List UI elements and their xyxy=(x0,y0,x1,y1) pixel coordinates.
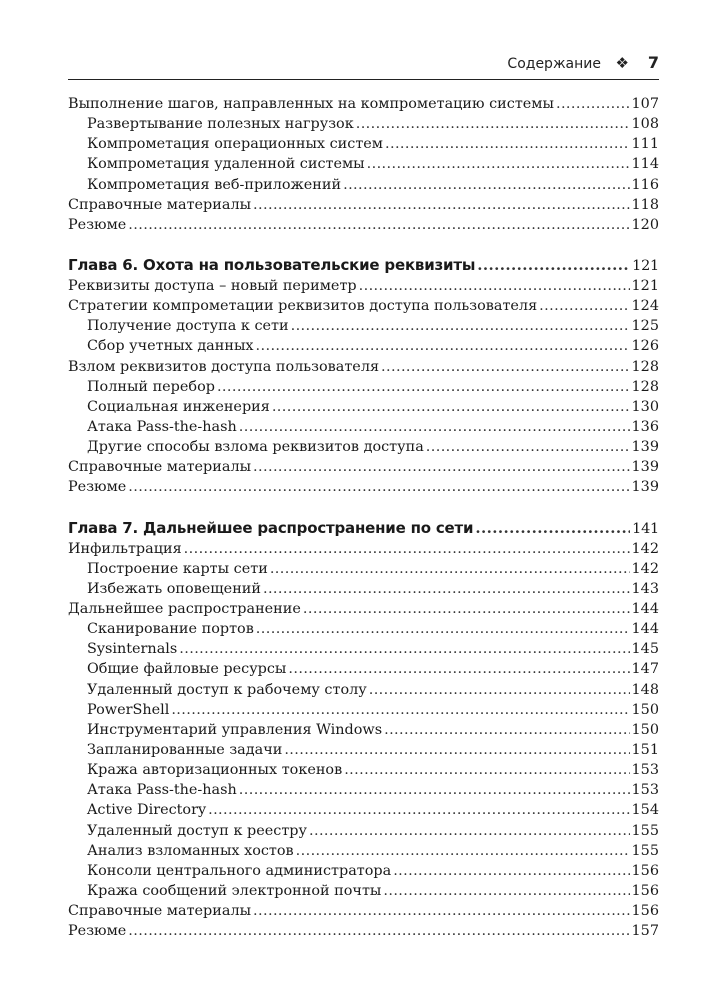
toc-page-number: 151 xyxy=(631,741,659,758)
toc-entry-title: Глава 6. Охота на пользовательские реквизиты xyxy=(68,255,476,274)
toc-page-number: 156 xyxy=(631,862,659,879)
toc-entry-title: Получение доступа к сети xyxy=(87,318,289,335)
toc-page-number: 128 xyxy=(631,378,659,395)
toc-entry-title: Компрометация операционных систем xyxy=(87,136,383,153)
toc-page-number: 121 xyxy=(632,257,659,274)
toc-entry[interactable] xyxy=(68,881,659,901)
toc-page-number: 156 xyxy=(631,882,659,899)
toc-entry-title: Резюме xyxy=(68,923,127,940)
toc-entry-title: Стратегии компрометации реквизитов доступа пользователя xyxy=(68,298,538,315)
toc-entry[interactable] xyxy=(68,680,659,700)
toc-entry-title: Резюме xyxy=(68,216,127,233)
toc-entry-title: Удаленный доступ к рабочему столу xyxy=(87,681,367,698)
toc-entry[interactable] xyxy=(68,94,659,114)
toc-entry-title: Сбор учетных данных xyxy=(87,338,254,355)
toc-page-number: 153 xyxy=(631,782,659,799)
toc-entry-title: Развертывание полезных нагрузок xyxy=(87,116,354,133)
toc-entry[interactable] xyxy=(68,114,659,134)
toc-entry-title: Компрометация удаленной системы xyxy=(87,156,365,173)
toc-entry[interactable] xyxy=(68,215,659,235)
toc-entry-title: Удаленный доступ к реестру xyxy=(87,822,307,839)
toc-entry-title: Сканирование портов xyxy=(87,621,254,638)
toc-entry-title: Социальная инженерия xyxy=(87,398,270,415)
toc-page-number: 114 xyxy=(631,156,659,173)
toc-entry[interactable] xyxy=(68,559,659,579)
toc-entry-title: Sysinternals xyxy=(87,641,178,658)
toc-entry-title: Реквизиты доступа – новый периметр xyxy=(68,277,357,294)
dot-leader xyxy=(128,477,629,497)
toc-entry[interactable] xyxy=(68,800,659,820)
toc-entry-title: Общие файловые ресурсы xyxy=(87,661,287,678)
dot-leader xyxy=(356,114,630,134)
dot-leader xyxy=(128,215,629,235)
header-rule xyxy=(68,79,659,80)
dot-leader xyxy=(263,579,630,599)
toc-entry-title: Глава 7. Дальнейшее распространение по сети xyxy=(68,518,474,537)
dot-leader xyxy=(128,921,629,941)
toc-page-number: 108 xyxy=(631,116,659,133)
toc-entry-title: Инструментарий управления Windows xyxy=(87,721,383,738)
dot-leader xyxy=(284,740,629,760)
toc-page-number: 142 xyxy=(631,560,659,577)
toc-entry-title: Полный перебор xyxy=(87,378,215,395)
toc-page-number: 118 xyxy=(631,196,659,213)
dot-leader xyxy=(217,377,630,397)
running-header xyxy=(68,52,659,80)
toc-entry[interactable] xyxy=(68,619,659,639)
toc-entry-title: Построение карты сети xyxy=(87,560,268,577)
toc-entry[interactable] xyxy=(68,296,659,316)
toc-entry[interactable] xyxy=(68,134,659,154)
toc-page-number: 120 xyxy=(631,216,659,233)
dot-leader xyxy=(369,680,630,700)
toc-entry-title: Запланированные задачи xyxy=(87,741,283,758)
toc-entry-title: Инфильтрация xyxy=(68,540,182,557)
toc-entry[interactable] xyxy=(68,901,659,921)
toc-page-number: 142 xyxy=(631,540,659,557)
toc-page-number: 145 xyxy=(631,641,659,658)
toc-entry[interactable] xyxy=(68,417,659,437)
toc-chapter-heading[interactable] xyxy=(68,254,659,276)
toc-page-number: 143 xyxy=(631,580,659,597)
toc-entry[interactable] xyxy=(68,397,659,417)
dot-leader xyxy=(253,195,629,215)
toc-entry[interactable] xyxy=(68,477,659,497)
toc-page-number: 116 xyxy=(631,176,659,193)
toc-entry-title: Справочные материалы xyxy=(68,903,252,920)
section-gap xyxy=(68,235,659,254)
dot-leader xyxy=(367,154,630,174)
toc-entry-title: Active Directory xyxy=(87,802,207,819)
toc-entry-title: Выполнение шагов, направленных на компрометацию системы xyxy=(68,96,554,112)
toc-page-number: 157 xyxy=(631,923,659,940)
toc-entry-title: Консоли центрального администратора xyxy=(87,862,392,879)
toc-entry-title: Кража сообщений электронной почты xyxy=(87,882,382,899)
toc-entry[interactable] xyxy=(68,276,659,296)
toc-page-number: 139 xyxy=(631,479,659,496)
toc-page-number: 141 xyxy=(632,520,659,537)
toc-entry[interactable] xyxy=(68,357,659,377)
dot-leader xyxy=(393,861,629,881)
toc-entry-title: Анализ взломанных хостов xyxy=(87,842,294,859)
toc-page-number: 111 xyxy=(631,136,659,153)
toc-page-number: 139 xyxy=(631,439,659,456)
toc-entry[interactable] xyxy=(68,740,659,760)
toc-entry-title: Кража авторизационных токенов xyxy=(87,762,343,779)
toc-page-number: 155 xyxy=(631,822,659,839)
toc-entry-title: PowerShell xyxy=(87,701,170,718)
dot-leader xyxy=(384,720,629,740)
section-title: Содержание xyxy=(507,56,601,72)
dot-leader xyxy=(343,175,629,195)
dot-leader xyxy=(426,437,630,457)
toc-page-number: 156 xyxy=(631,903,659,920)
toc-entry[interactable] xyxy=(68,599,659,619)
dot-leader xyxy=(303,599,630,619)
dot-leader xyxy=(272,397,630,417)
toc-entry[interactable] xyxy=(68,579,659,599)
dot-leader xyxy=(256,336,630,356)
toc-entry[interactable] xyxy=(68,154,659,174)
toc-entry[interactable] xyxy=(68,760,659,780)
toc-entry-title: Другие способы взлома реквизитов доступа xyxy=(87,439,424,456)
toc-entry-title: Компрометация веб-приложений xyxy=(87,176,342,193)
toc-entry[interactable] xyxy=(68,659,659,679)
dot-leader xyxy=(208,800,629,820)
toc-entry[interactable] xyxy=(68,921,659,941)
dot-leader xyxy=(184,539,630,559)
toc-page-number: 155 xyxy=(631,842,659,859)
toc-entry[interactable] xyxy=(68,821,659,841)
dot-leader xyxy=(477,254,630,276)
toc-page-number: 153 xyxy=(631,762,659,779)
dot-leader xyxy=(256,619,630,639)
toc-entry-title: Взлом реквизитов доступа пользователя xyxy=(68,358,380,375)
dot-leader xyxy=(239,780,630,800)
toc-page-number: 139 xyxy=(631,459,659,476)
section-gap xyxy=(68,498,659,517)
toc-entry[interactable] xyxy=(68,437,659,457)
page-number: 7 xyxy=(647,53,659,72)
toc-entry[interactable] xyxy=(68,720,659,740)
toc-page-number: 107 xyxy=(631,96,659,112)
dot-leader xyxy=(383,881,629,901)
toc-page-number: 148 xyxy=(631,681,659,698)
toc-entry-title: Избежать оповещений xyxy=(87,580,261,597)
dot-leader xyxy=(253,901,629,921)
dot-leader xyxy=(239,417,630,437)
toc-page-number: 121 xyxy=(631,277,659,294)
dot-leader xyxy=(171,700,629,720)
toc-entry[interactable] xyxy=(68,336,659,356)
table-of-contents xyxy=(68,94,659,941)
dot-leader xyxy=(385,134,630,154)
toc-page-number: 144 xyxy=(631,600,659,617)
toc-entry-title: Атака Pass-the-hash xyxy=(87,418,237,435)
toc-entry[interactable] xyxy=(68,780,659,800)
toc-page-number: 125 xyxy=(631,318,659,335)
toc-page-number: 150 xyxy=(631,721,659,738)
ornament-icon: ❖ xyxy=(615,54,629,72)
dot-leader xyxy=(475,517,630,539)
toc-page-number: 147 xyxy=(631,661,659,678)
toc-entry[interactable] xyxy=(68,861,659,881)
toc-entry[interactable] xyxy=(68,175,659,195)
toc-entry[interactable] xyxy=(68,316,659,336)
dot-leader xyxy=(344,760,629,780)
dot-leader xyxy=(381,357,629,377)
toc-entry[interactable] xyxy=(68,195,659,215)
toc-page-number: 150 xyxy=(631,701,659,718)
dot-leader xyxy=(270,559,630,579)
toc-entry[interactable] xyxy=(68,639,659,659)
dot-leader xyxy=(309,821,630,841)
toc-entry-title: Справочные материалы xyxy=(68,196,252,213)
toc-page-number: 128 xyxy=(631,358,659,375)
dot-leader xyxy=(253,457,629,477)
dot-leader xyxy=(539,296,629,316)
dot-leader xyxy=(359,276,630,296)
toc-page-number: 154 xyxy=(631,802,659,819)
dot-leader xyxy=(291,316,630,336)
toc-page-number: 144 xyxy=(631,621,659,638)
toc-entry[interactable] xyxy=(68,841,659,861)
toc-entry-title: Резюме xyxy=(68,479,127,496)
dot-leader xyxy=(179,639,629,659)
toc-entry[interactable] xyxy=(68,700,659,720)
dot-leader xyxy=(556,94,630,114)
toc-entry[interactable] xyxy=(68,539,659,559)
toc-chapter-heading[interactable] xyxy=(68,517,659,539)
dot-leader xyxy=(296,841,630,861)
toc-entry[interactable] xyxy=(68,457,659,477)
toc-entry-title: Справочные материалы xyxy=(68,459,252,476)
toc-page-number: 126 xyxy=(631,338,659,355)
dot-leader xyxy=(288,659,629,679)
toc-page-number: 124 xyxy=(631,298,659,315)
toc-entry[interactable] xyxy=(68,377,659,397)
toc-entry-title: Дальнейшее распространение xyxy=(68,600,301,617)
toc-entry-title: Атака Pass-the-hash xyxy=(87,782,237,799)
toc-page-number: 136 xyxy=(631,418,659,435)
toc-page-number: 130 xyxy=(631,398,659,415)
